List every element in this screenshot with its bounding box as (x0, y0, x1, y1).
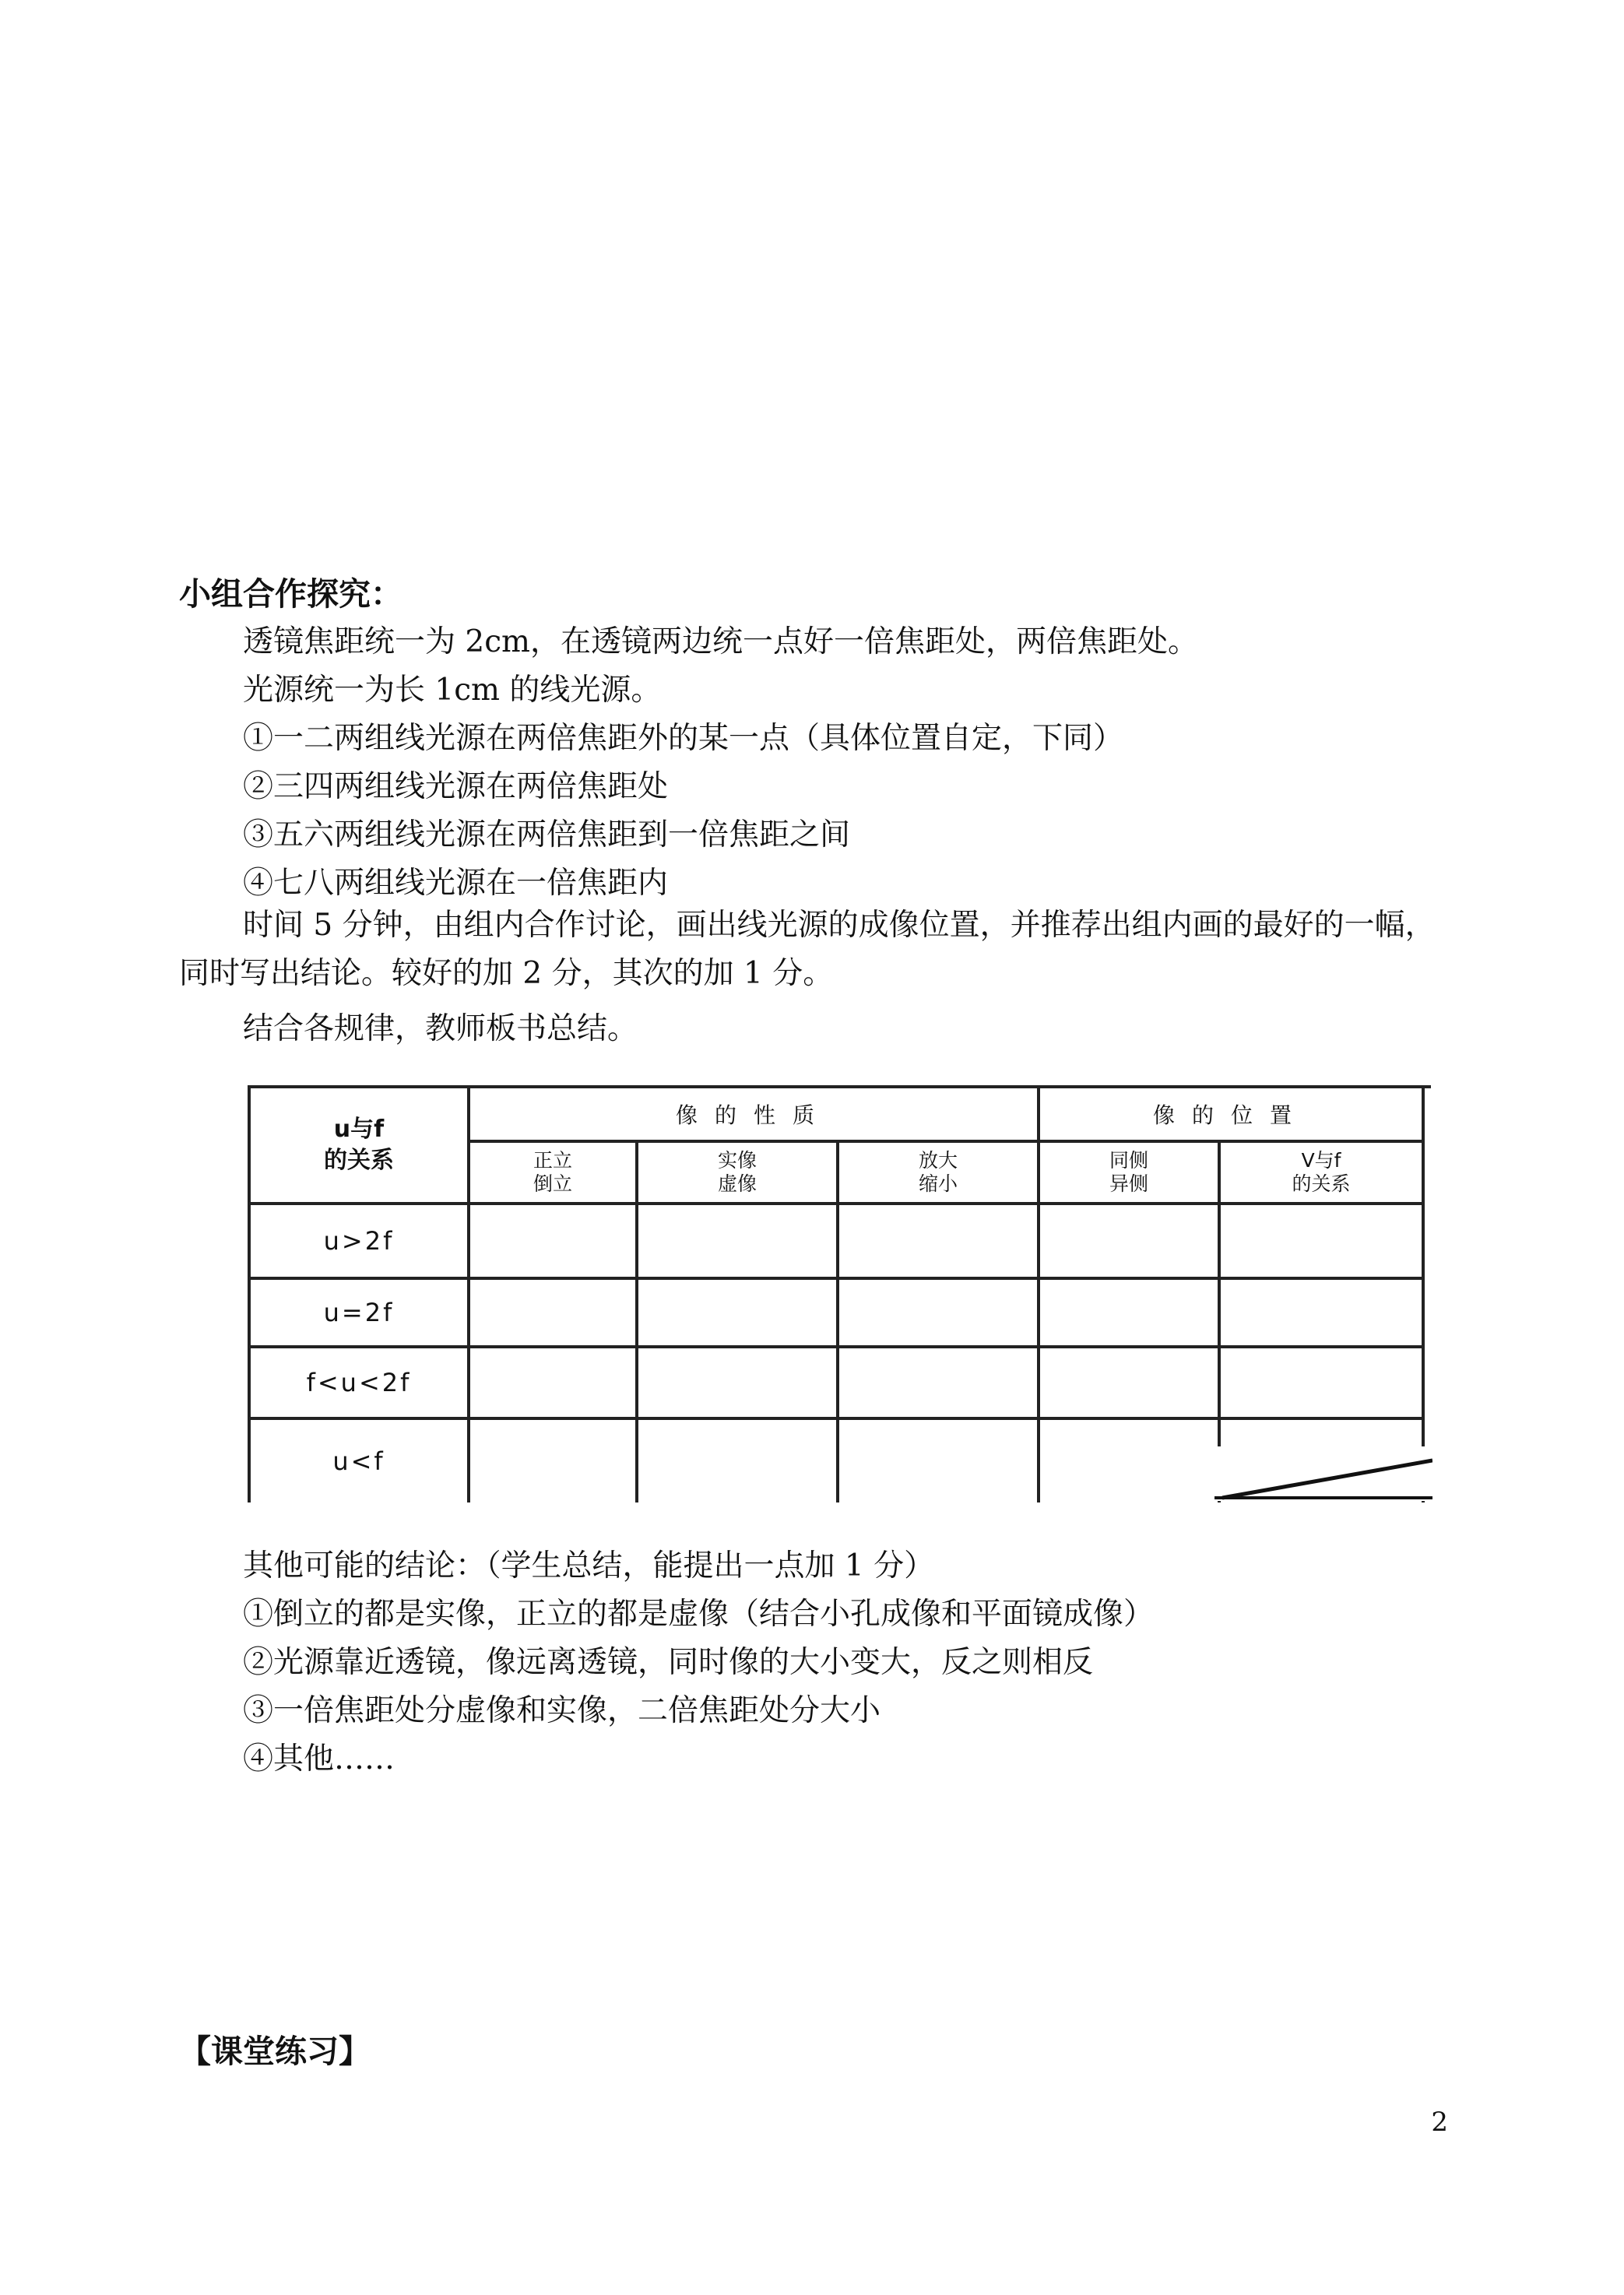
intro-line: 光源统一为长 1cm 的线光源。 (243, 673, 662, 708)
section-heading: 小组合作探究： (179, 575, 402, 613)
table-cell (637, 1347, 838, 1418)
subheader-upright-inverted (469, 1141, 637, 1204)
table-cell (1039, 1278, 1219, 1347)
table-cell (1039, 1418, 1219, 1502)
table-cell (838, 1347, 1039, 1418)
table-cell (838, 1418, 1039, 1502)
table-cell (1039, 1204, 1219, 1278)
corner-line-2: 的关系 (324, 1147, 394, 1174)
conclusion-item: ④其他…… (243, 1741, 395, 1777)
row-label-u-lt-f: u<f (249, 1418, 469, 1502)
practice-heading: 【课堂练习】 (179, 2033, 371, 2070)
subheader-real-virtual (637, 1141, 838, 1204)
table-cell (838, 1278, 1039, 1347)
row-label-u-gt-2f: u>2f (249, 1204, 469, 1278)
subheader-line: 缩小 (919, 1172, 958, 1195)
conclusion-item: ②光源靠近透镜，像远离透镜，同时像的大小变大，反之则相反 (243, 1645, 1094, 1680)
table-cell (1219, 1204, 1423, 1278)
table-cell (838, 1204, 1039, 1278)
table-cell (637, 1278, 838, 1347)
table-cell (1219, 1278, 1423, 1347)
header-image-position: 像的位置 (1039, 1087, 1423, 1141)
subheader-line: 正立 (533, 1149, 572, 1172)
conclusion-item: ①倒立的都是实像，正立的都是虚像（结合小孔成像和平面镜成像） (243, 1597, 1155, 1632)
table-cell (469, 1204, 637, 1278)
intro-line: ④七八两组线光源在一倍焦距内 (243, 866, 669, 901)
subheader-same-opposite-side (1039, 1141, 1219, 1204)
table-cell (637, 1204, 838, 1278)
table-torn-corner-decoration (1214, 1446, 1432, 1501)
intro-line: ①一二两组线光源在两倍焦距外的某一点（具体位置自定，下同） (243, 721, 1124, 756)
conclusion-intro: 其他可能的结论：（学生总结，能提出一点加 1 分） (243, 1548, 935, 1583)
conclusion-item: ③一倍焦距处分虚像和实像，二倍焦距处分大小 (243, 1693, 881, 1728)
table-cell (469, 1418, 637, 1502)
subheader-enlarged-reduced (838, 1141, 1039, 1204)
subheader-line: 放大 (919, 1149, 958, 1172)
table-edge-column (1423, 1087, 1431, 1502)
subheader-line: 倒立 (533, 1172, 572, 1195)
page-number: 2 (1431, 2107, 1448, 2138)
table-cell (469, 1278, 637, 1347)
subheader-line: 的关系 (1292, 1172, 1351, 1195)
table-corner-header (249, 1087, 469, 1204)
intro-line: ②三四两组线光源在两倍焦距处 (243, 769, 669, 804)
subheader-line: V与f (1301, 1149, 1341, 1172)
summary-line: 结合各规律，教师板书总结。 (243, 1011, 638, 1046)
table-cell (469, 1347, 637, 1418)
header-image-nature: 像的性质 (469, 1087, 1039, 1141)
intro-line: ③五六两组线光源在两倍焦距到一倍焦距之间 (243, 817, 851, 852)
subheader-line: 实像 (717, 1149, 757, 1172)
row-label-f-lt-u-lt-2f: f<u<2f (249, 1347, 469, 1418)
subheader-line: 虚像 (717, 1172, 757, 1195)
intro-line: 透镜焦距统一为 2cm，在透镜两边统一点好一倍焦距处，两倍焦距处。 (243, 624, 1199, 659)
subheader-line: 同侧 (1109, 1149, 1149, 1172)
table-cell (1039, 1347, 1219, 1418)
table-cell (637, 1418, 838, 1502)
subheader-v-f-relation (1219, 1141, 1423, 1204)
corner-line-1: u与f (333, 1116, 385, 1143)
subheader-line: 异侧 (1109, 1172, 1149, 1195)
table-cell (1219, 1347, 1423, 1418)
summary-table (248, 1085, 1431, 1502)
row-label-u-eq-2f: u=2f (249, 1278, 469, 1347)
task-paragraph: 时间 5 分钟，由组内合作讨论，画出线光源的成像位置，并推荐出组内画的最好的一幅，同时写出结论。较好的加 2 分，其次的加 1 分。 (179, 908, 1436, 991)
